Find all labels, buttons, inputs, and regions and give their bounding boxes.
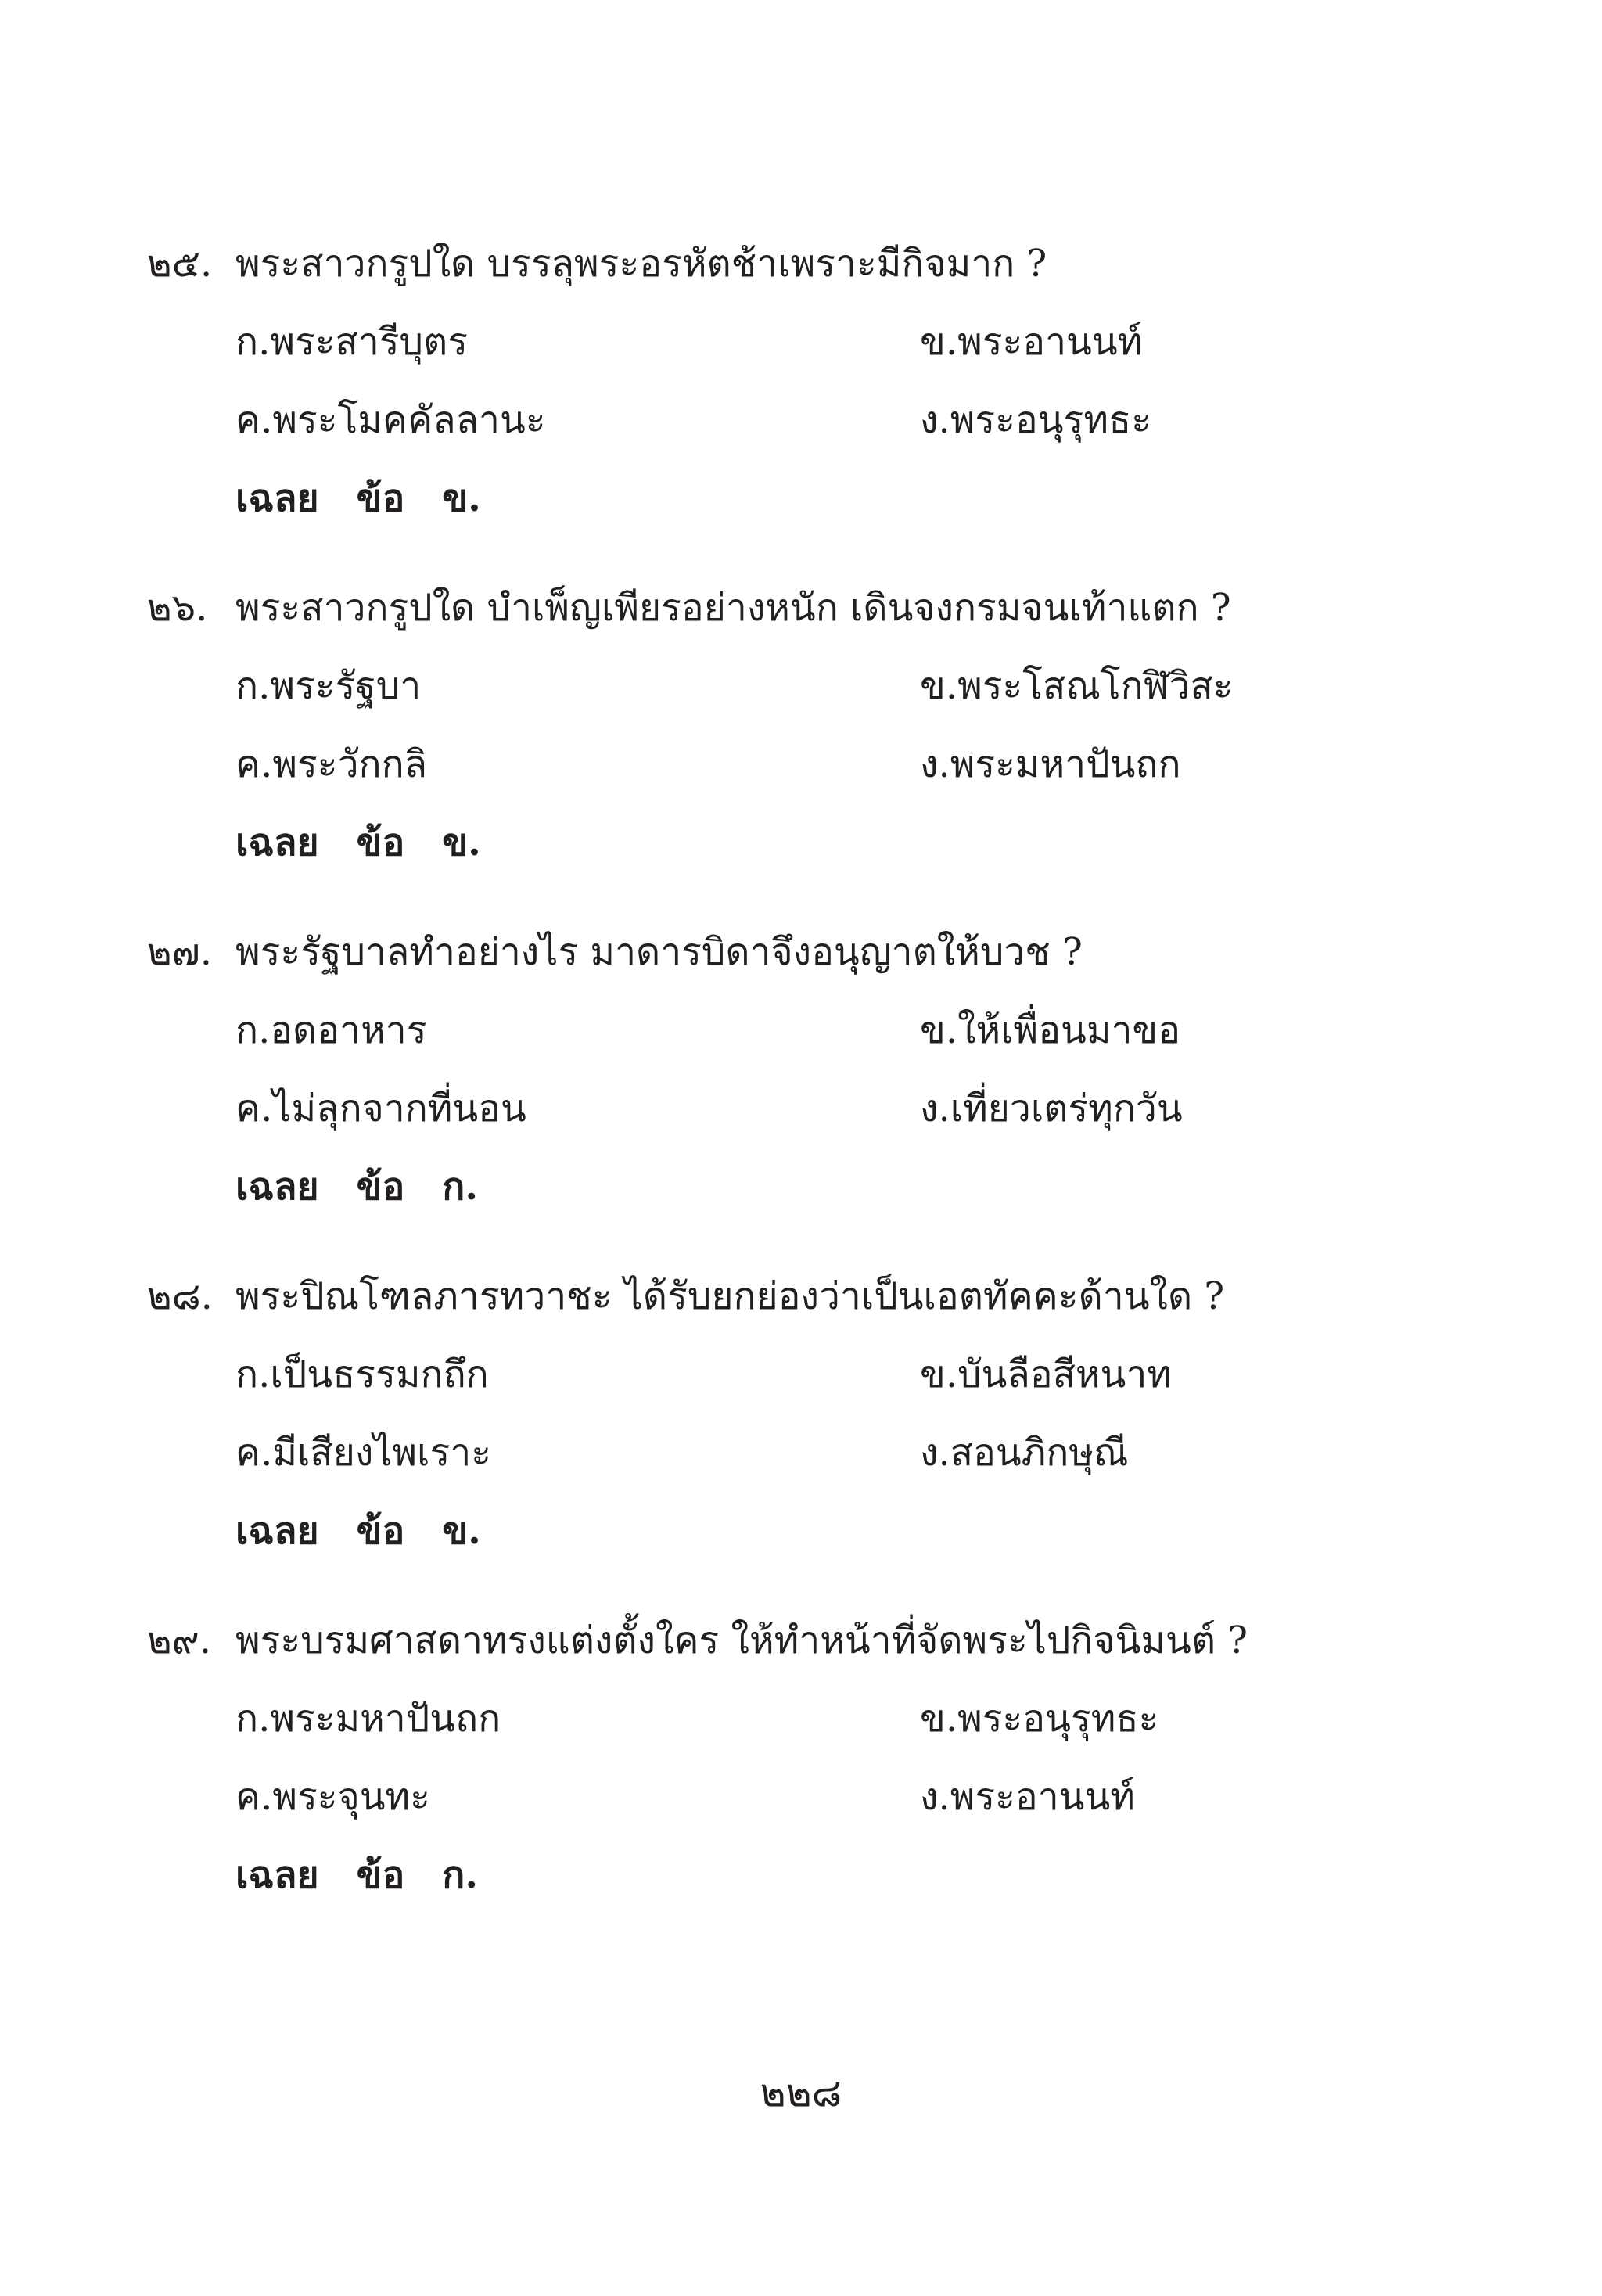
option-d: ง.พระมหาปันถก: [920, 742, 1181, 786]
option-c: ค.พระจุนทะ: [235, 1775, 430, 1819]
question-28: [147, 1257, 1492, 1570]
question-line: [147, 569, 1492, 647]
options-row: [147, 1758, 1492, 1836]
options-row: [147, 1414, 1492, 1492]
answer-label: เฉลย: [235, 1165, 319, 1209]
answer-label: เฉลย: [235, 821, 319, 864]
options-row: [147, 1069, 1492, 1148]
question-text: พระบรมศาสดาทรงแต่งตั้งใคร ให้ทำหน้าที่จัดพระไปกิจนิมนต์ ?: [235, 1619, 1248, 1662]
option-d: ง.เที่ยวเตร่ทุกวัน: [920, 1087, 1183, 1130]
question-line: [147, 913, 1492, 991]
answer-word: ข้อ: [356, 1165, 405, 1209]
answer-line: [147, 1148, 1492, 1226]
answer-choice: ข.: [442, 821, 481, 864]
option-d: ง.พระอนุรุทธะ: [920, 398, 1152, 442]
option-b: ข.ให้เพื่อนมาขอ: [920, 1008, 1181, 1052]
option-a: ก.พระสารีบุตร: [235, 320, 468, 364]
question-line: [147, 1257, 1492, 1335]
answer-word: ข้อ: [356, 821, 405, 864]
question-29: [147, 1601, 1492, 1914]
question-number: ๒๕.: [147, 242, 213, 286]
answer-word: ข้อ: [356, 1509, 405, 1553]
answer-label: เฉลย: [235, 1509, 319, 1553]
option-b: ข.พระอานนท์: [920, 320, 1143, 364]
option-d: ง.สอนภิกษุณี: [920, 1431, 1129, 1475]
option-a: ก.เป็นธรรมกถึก: [235, 1353, 489, 1396]
question-line: [147, 225, 1492, 303]
options-row: [147, 647, 1492, 725]
question-text: พระสาวกรูปใด บรรลุพระอรหัตช้าเพราะมีกิจมาก ?: [235, 242, 1047, 286]
options-row: [147, 381, 1492, 459]
answer-line: [147, 1836, 1492, 1914]
question-number: ๒๙.: [147, 1619, 212, 1662]
question-number: ๒๘.: [147, 1274, 213, 1318]
question-text: พระรัฐบาลทำอย่างไร มาดารบิดาจึงอนุญาตให้บวช ?: [235, 930, 1083, 974]
option-a: ก.พระรัฐบา: [235, 664, 422, 708]
question-number: ๒๖.: [147, 586, 208, 630]
options-row: [147, 1335, 1492, 1414]
option-d: ง.พระอานนท์: [920, 1775, 1135, 1819]
option-a: ก.อดอาหาร: [235, 1008, 427, 1052]
question-text: พระสาวกรูปใด บำเพ็ญเพียรอย่างหนัก เดินจงกรมจนเท้าแตก ?: [235, 586, 1231, 630]
question-25: [147, 225, 1492, 537]
answer-choice: ก.: [442, 1853, 479, 1897]
question-text: พระปิณโฑลภารทวาชะ ได้รับยกย่องว่าเป็นเอตทัคคะด้านใด ?: [235, 1274, 1225, 1318]
option-c: ค.ไม่ลุกจากที่นอน: [235, 1087, 526, 1130]
answer-word: ข้อ: [356, 476, 405, 520]
answer-line: [147, 459, 1492, 537]
options-row: [147, 991, 1492, 1069]
options-row: [147, 303, 1492, 381]
options-row: [147, 725, 1492, 803]
question-26: [147, 569, 1492, 882]
option-b: ข.พระอนุรุทธะ: [920, 1697, 1159, 1741]
question-number: ๒๗.: [147, 930, 212, 974]
answer-word: ข้อ: [356, 1853, 405, 1897]
answer-choice: ข.: [442, 476, 481, 520]
option-b: ข.พระโสณโกฬิวิสะ: [920, 664, 1234, 708]
option-c: ค.พระวักกลิ: [235, 742, 428, 786]
option-a: ก.พระมหาปันถก: [235, 1697, 501, 1741]
answer-choice: ข.: [442, 1509, 481, 1553]
answer-line: [147, 803, 1492, 882]
page-number: ๒๒๘: [760, 2070, 842, 2115]
answer-choice: ก.: [442, 1165, 479, 1209]
options-row: [147, 1680, 1492, 1758]
answer-label: เฉลย: [235, 476, 319, 520]
option-c: ค.พระโมคคัลลานะ: [235, 398, 546, 442]
option-c: ค.มีเสียงไพเราะ: [235, 1431, 491, 1475]
answer-line: [147, 1492, 1492, 1570]
question-27: [147, 913, 1492, 1226]
question-line: [147, 1601, 1492, 1680]
answer-label: เฉลย: [235, 1853, 319, 1897]
option-b: ข.บันลือสีหนาท: [920, 1353, 1172, 1396]
